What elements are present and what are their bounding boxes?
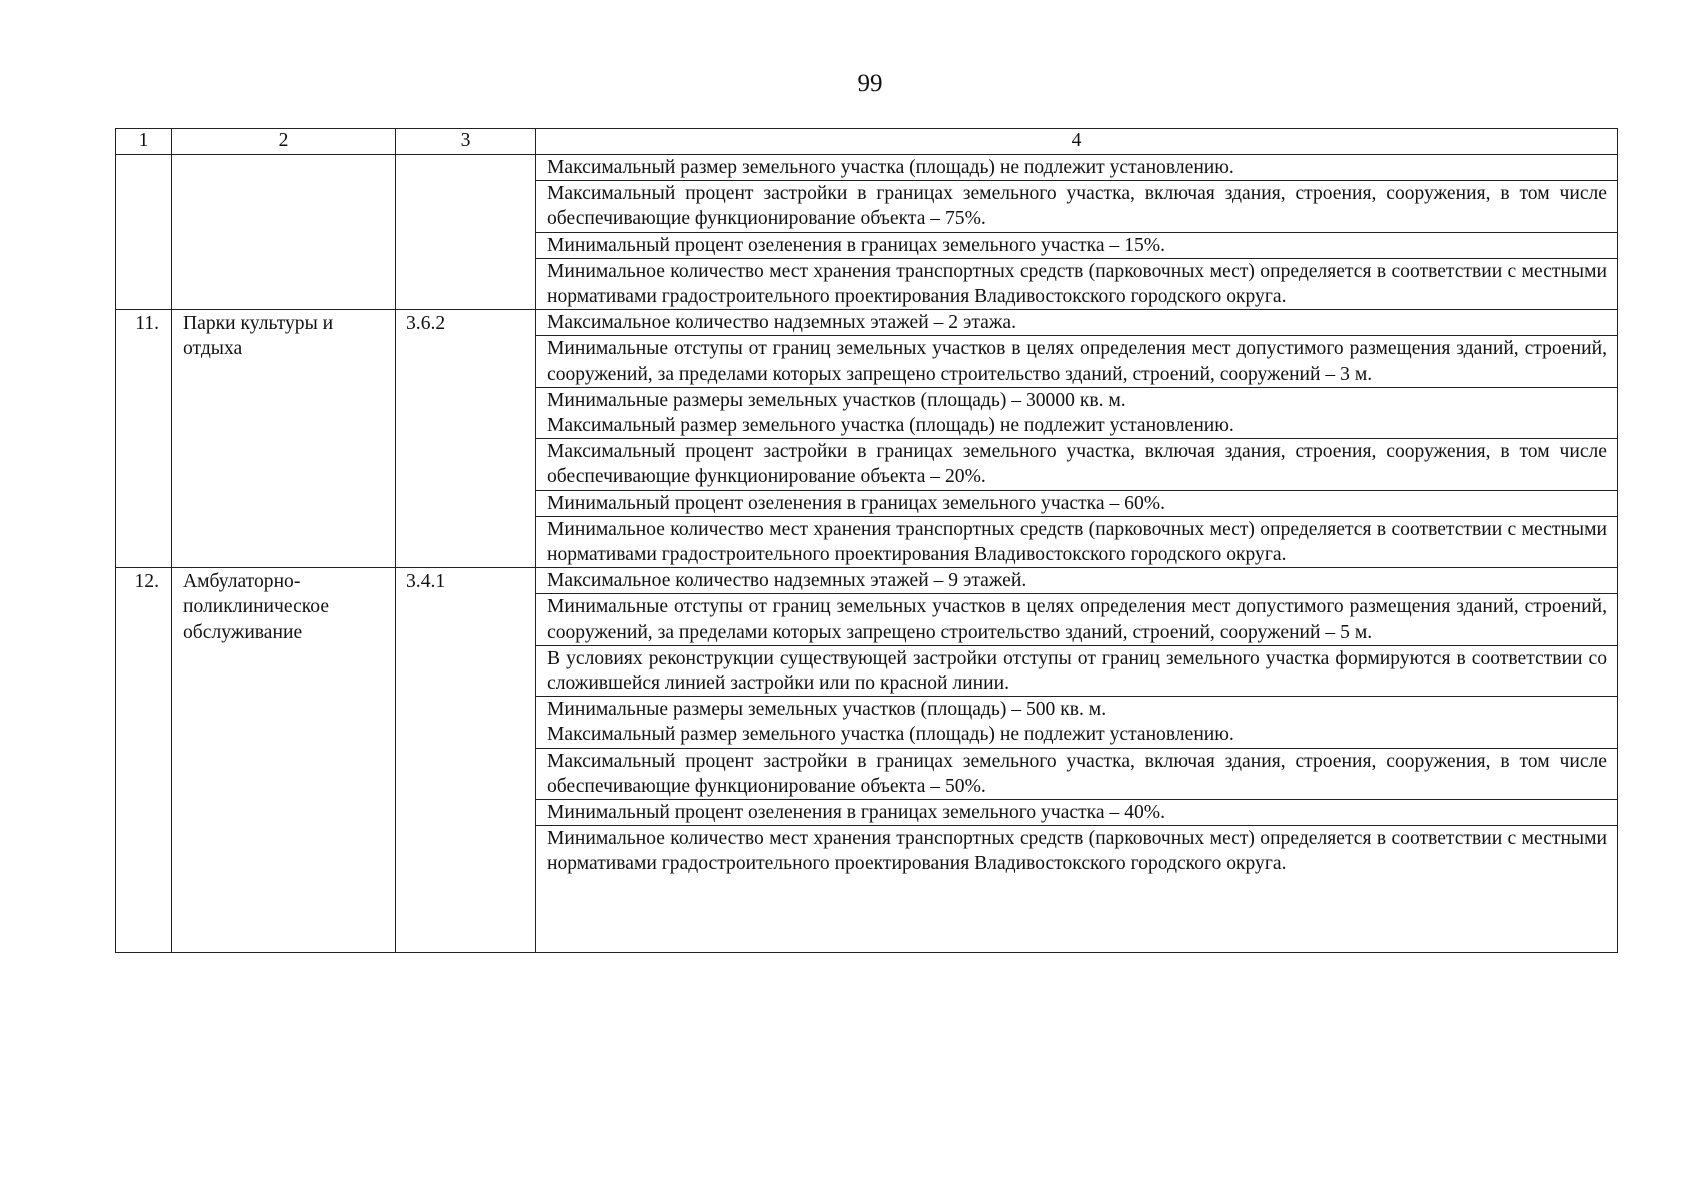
parameter-cell: В условиях реконструкции существующей застройки отступы от границ земельного участка формируются в соответствии со сложившейся линией застройки или по красной линии. xyxy=(536,645,1618,696)
parameter-cell: Минимальные отступы от границ земельных участков в целях определения мест допустимого размещения зданий, строений, сооружений, за пределами которых запрещено строительство зданий, строений, сооружений – 5 м. xyxy=(536,594,1618,645)
page-number: 99 xyxy=(857,70,883,97)
parameter-cell: Максимальное количество надземных этажей – 9 этажей. xyxy=(536,568,1618,594)
row-name-cell xyxy=(172,155,396,310)
parameter-cell xyxy=(536,387,1618,438)
table-row xyxy=(116,568,1618,594)
table-row xyxy=(116,155,1618,181)
parameter-cell: Максимальный процент застройки в границах земельного участка, включая здания, строения, сооружения, в том числе обеспечивающие функционирование объекта – 50%. xyxy=(536,748,1618,799)
parameter-cell: Максимальный процент застройки в границах земельного участка, включая здания, строения, сооружения, в том числе обеспечивающие функционирование объекта – 75%. xyxy=(536,181,1618,232)
row-number-cell: 11. xyxy=(116,310,172,568)
regulations-table xyxy=(115,128,1618,953)
parameter-cell: Максимальное количество надземных этажей – 2 этажа. xyxy=(536,310,1618,336)
parameter-cell: Минимальный процент озеленения в границах земельного участка – 40%. xyxy=(536,800,1618,826)
table-row xyxy=(116,310,1618,336)
parameter-cell xyxy=(536,697,1618,748)
row-code-cell xyxy=(396,155,536,310)
row-name-cell: Парки культуры и отдыха xyxy=(172,310,396,568)
row-number-cell: 12. xyxy=(116,568,172,953)
parameter-cell: Минимальное количество мест хранения транспортных средств (парковочных мест) определяется в соответствии с местными нормативами градостроительного проектирования Владивостокского городского округа. xyxy=(536,516,1618,567)
parameter-cell: Минимальный процент озеленения в границах земельного участка – 15%. xyxy=(536,232,1618,258)
column-header-name: 2 xyxy=(172,129,396,155)
column-header-number: 1 xyxy=(116,129,172,155)
row-name-cell: Амбулаторно-поликлиническое обслуживание xyxy=(172,568,396,953)
parameter-line: Минимальные размеры земельных участков (площадь) – 30000 кв. м. xyxy=(547,389,1126,411)
parameter-cell: Минимальное количество мест хранения транспортных средств (парковочных мест) определяется в соответствии с местными нормативами градостроительного проектирования Владивостокского городского округа. xyxy=(536,826,1618,953)
column-header-code: 3 xyxy=(396,129,536,155)
parameter-line: Минимальные размеры земельных участков (площадь) – 500 кв. м. xyxy=(547,699,1107,721)
parameter-line: Максимальный размер земельного участка (площадь) не подлежит установлению. xyxy=(547,415,1234,437)
row-number-cell xyxy=(116,155,172,310)
parameter-cell: Максимальный размер земельного участка (площадь) не подлежит установлению. xyxy=(536,155,1618,181)
table-header-row xyxy=(116,129,1618,155)
row-code-cell: 3.4.1 xyxy=(396,568,536,953)
parameter-line: Максимальный размер земельного участка (площадь) не подлежит установлению. xyxy=(547,724,1234,746)
parameter-cell: Минимальные отступы от границ земельных участков в целях определения мест допустимого размещения зданий, строений, сооружений, за пределами которых запрещено строительство зданий, строений, сооружений – 3 м. xyxy=(536,336,1618,387)
column-header-parameters: 4 xyxy=(536,129,1618,155)
parameter-cell: Минимальный процент озеленения в границах земельного участка – 60%. xyxy=(536,490,1618,516)
row-code-cell: 3.6.2 xyxy=(396,310,536,568)
parameter-cell: Минимальное количество мест хранения транспортных средств (парковочных мест) определяется в соответствии с местными нормативами градостроительного проектирования Владивостокского городского округа. xyxy=(536,258,1618,309)
parameter-cell: Максимальный процент застройки в границах земельного участка, включая здания, строения, сооружения, в том числе обеспечивающие функционирование объекта – 20%. xyxy=(536,439,1618,490)
